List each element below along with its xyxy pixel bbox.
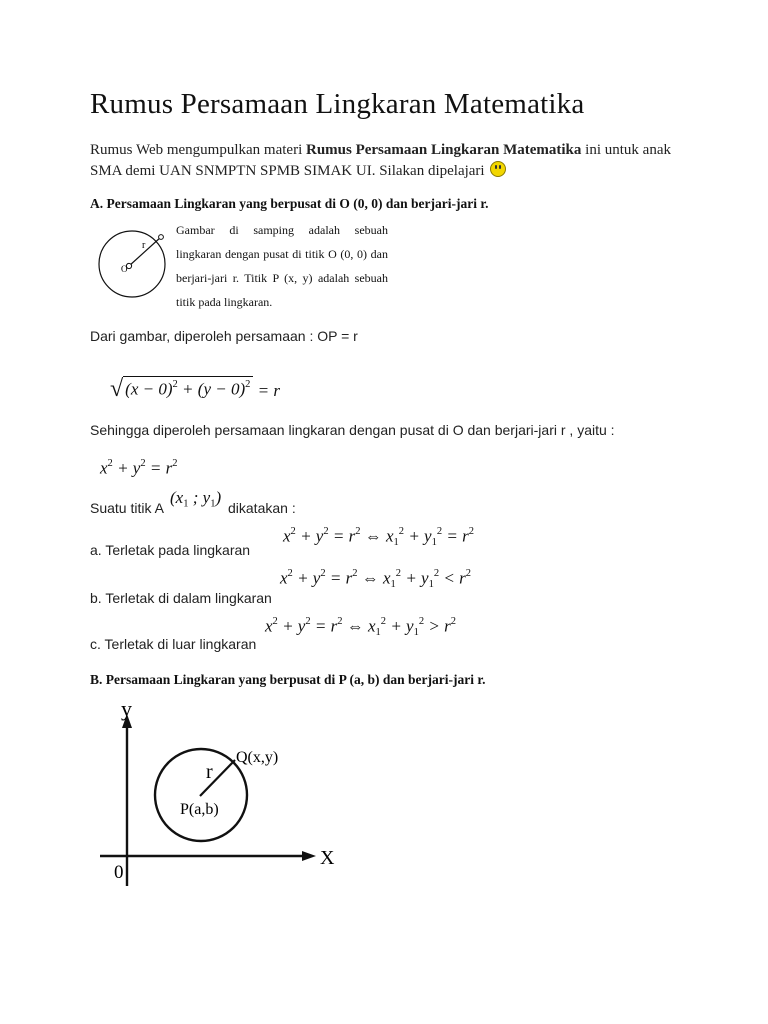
intro-paragraph [90, 140, 690, 182]
from-figure-text: Dari gambar, diperoleh persamaan : OP = r [90, 328, 358, 344]
intro-text-end: ini untuk anak SMA demi UAN SNMPTN SPMB SIMAK UI. Silakan dipelajari [90, 142, 671, 179]
point-q-label: Q(x,y) [236, 749, 279, 766]
page-title: Rumus Persamaan Lingkaran Matematika [90, 88, 585, 120]
center-label: P(a,b) [180, 801, 219, 818]
y-axis-label: y [121, 700, 132, 721]
intro-text-bold: Rumus Persamaan Lingkaran Matematika [305, 142, 582, 158]
point-a-text: Suatu titik A [90, 500, 164, 516]
x-axis-arrow-icon [302, 851, 316, 861]
sqrt-formula: √ $(x - 0)^2 + (y - 0)^2$ = r [110, 376, 280, 402]
radius-label: r [206, 761, 213, 783]
condition-on-formula: $x^2 + y^2 = r^2$ ⇔ $x_1^2 + y_1^2 = r^2$ [283, 526, 474, 549]
condition-on-label: a. Terletak pada lingkaran [90, 542, 251, 558]
circle-diagram-origin [96, 222, 176, 302]
x-axis-label: X [320, 847, 335, 869]
section-a-heading: A. Persamaan Lingkaran yang berpusat di O (0, 0) dan berjari-jari r. [90, 196, 489, 211]
smiley-icon [490, 161, 506, 177]
point-a-formula: ($x_1$ ; $y_1$) [170, 488, 222, 510]
point-p [159, 235, 164, 240]
circle-diagram-pab [96, 700, 356, 890]
intro-text-start: Rumus Web mengumpulkan materi [90, 142, 306, 158]
condition-inside-label: b. Terletak di dalam lingkaran [90, 590, 272, 606]
condition-inside-formula: $x^2 + y^2 = r^2$ ⇔ $x_1^2 + y_1^2 < r^2$ [280, 568, 471, 591]
center-label: O [121, 264, 128, 274]
figure-caption: Gambar di samping adalah sebuah lingkaran dengan pusat di titik O (0, 0) dan berjari-jari r. Titik P (x, y) adalah sebuah titik pada lingkaran. [176, 223, 388, 309]
circle-equation: $x^2 + y^2 = r^2$ [100, 458, 178, 478]
origin-label: 0 [114, 862, 124, 883]
point-a-text-after: dikatakan : [228, 500, 296, 516]
hence-text: Sehingga diperoleh persamaan lingkaran dengan pusat di O dan berjari-jari r , yaitu : [90, 422, 615, 438]
sqrt-icon: √ [110, 376, 124, 402]
section-b-heading: B. Persamaan Lingkaran yang berpusat di P (a, b) dan berjari-jari r. [90, 672, 486, 687]
radius-label: r [142, 240, 146, 251]
condition-outside-label: c. Terletak di luar lingkaran [90, 636, 257, 652]
condition-outside-formula: $x^2 + y^2 = r^2$ ⇔ $x_1^2 + y_1^2 > r^2$ [265, 616, 456, 639]
